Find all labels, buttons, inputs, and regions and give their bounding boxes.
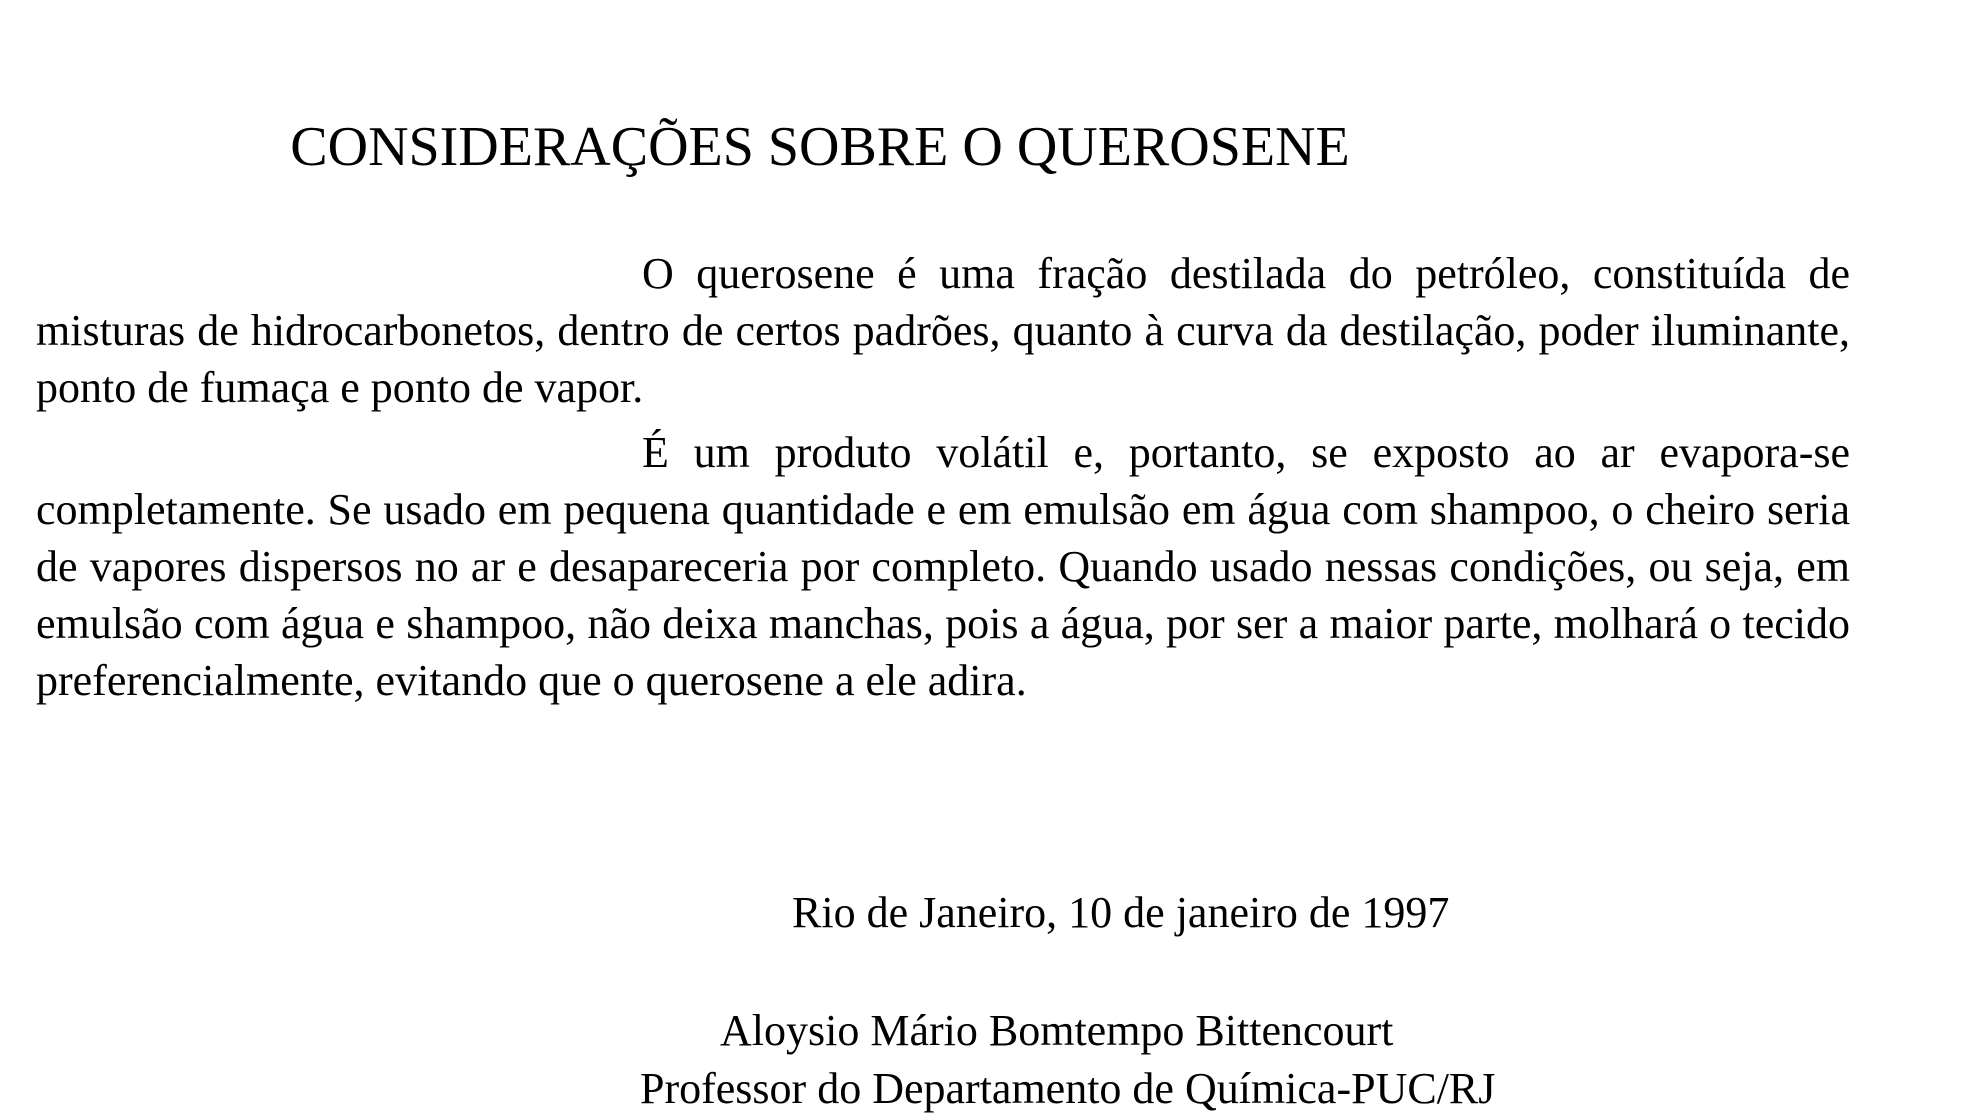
document-title: CONSIDERAÇÕES SOBRE O QUEROSENE: [290, 116, 1350, 178]
paragraph-2-text: É um produto volátil e, portanto, se exposto ao ar evapora-se completamente. Se usado em pequena quantidade e em emulsão em água com shampoo, o cheiro seria de vapores dispersos no ar e desapareceria por completo. Quando usado nessas condições, ou seja, em emulsão com água e shampoo, não deixa manchas, pois a água, por ser a maior parte, molhará o tecido preferencialmente, evitando que o querosene a ele adira.: [36, 428, 1850, 705]
place-and-date: Rio de Janeiro, 10 de janeiro de 1997: [792, 888, 1450, 937]
paragraph-2: [36, 424, 1850, 709]
paragraph-1: [36, 245, 1850, 416]
paragraph-1-text: O querosene é uma fração destilada do petróleo, constituída de misturas de hidrocarbonetos, dentro de certos padrões, quanto à curva da destilação, poder iluminante, ponto de fumaça e ponto de vapor.: [36, 249, 1850, 412]
author-name: Aloysio Mário Bomtempo Bittencourt: [720, 1006, 1394, 1055]
author-affiliation: Professor do Departamento de Química-PUC/RJ: [640, 1064, 1496, 1113]
